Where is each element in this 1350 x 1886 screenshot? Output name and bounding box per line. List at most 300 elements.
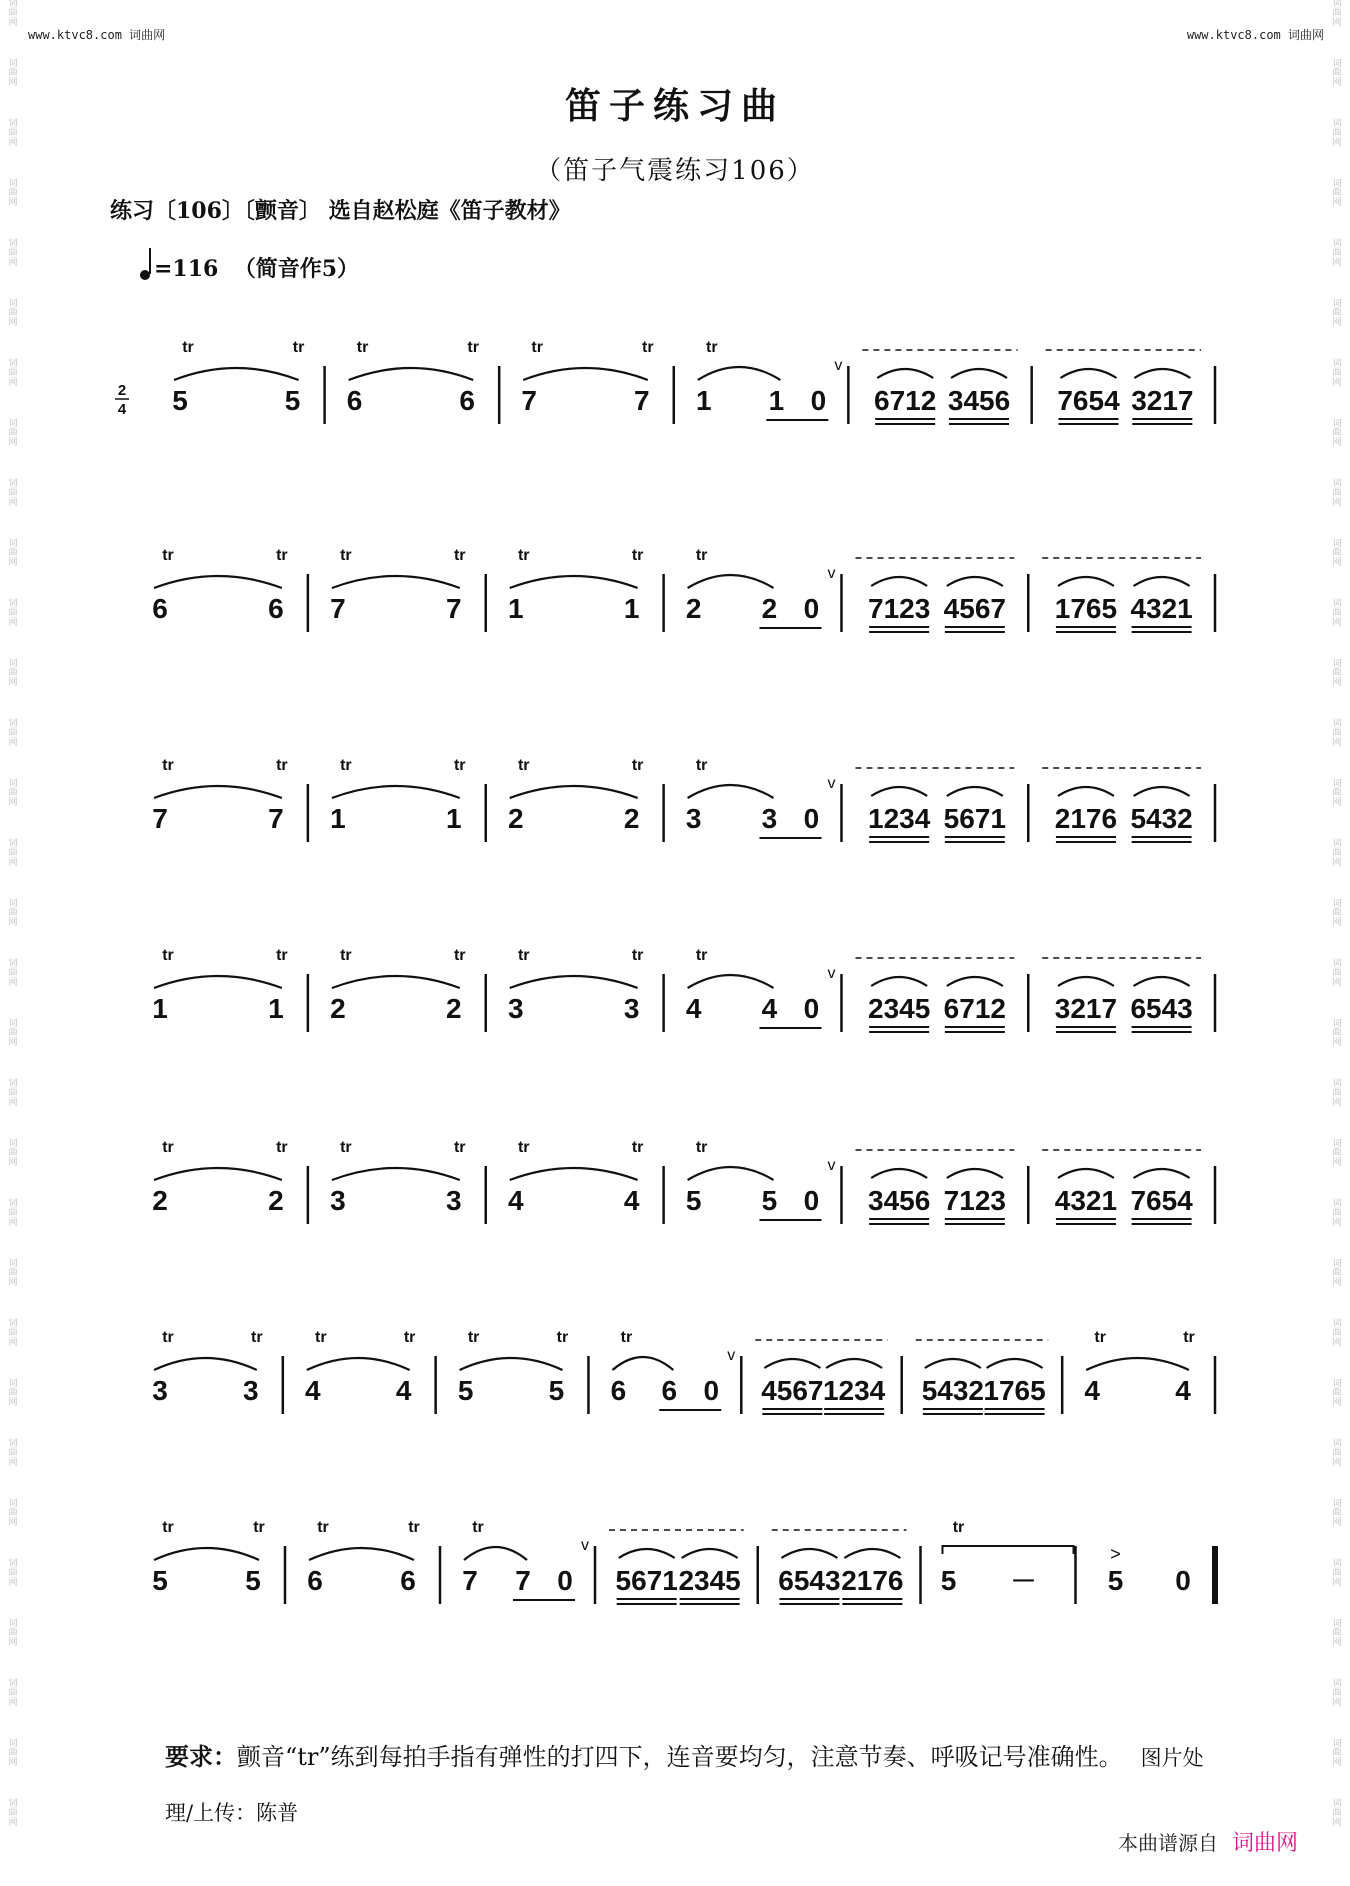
tie-arc: [510, 1168, 638, 1180]
watermark-glyph: 网: [1332, 1457, 1342, 1468]
trill-mark: tr: [162, 1329, 174, 1346]
sixteenth-group: 3217: [1131, 385, 1194, 416]
watermark-glyph: 词: [8, 1499, 18, 1509]
watermark-glyph: 网: [8, 737, 18, 748]
tie-arc: [1086, 1358, 1189, 1370]
watermark-glyph: 网: [1332, 77, 1342, 88]
trill-mark: tr: [162, 947, 174, 964]
watermark-glyph: 曲: [8, 1748, 18, 1759]
note-digit: 5: [1107, 1565, 1124, 1596]
sixteenth-group: 4321: [1130, 593, 1193, 624]
watermark-glyph: 词: [8, 779, 18, 789]
trill-mark: tr: [695, 757, 708, 774]
watermark-glyph: 网: [1332, 17, 1342, 28]
watermark-glyph: 词: [1332, 1559, 1342, 1569]
note-digit: 7: [515, 1565, 531, 1596]
note-digit: 6: [459, 385, 475, 416]
watermark-glyph: 词: [1332, 899, 1342, 909]
note-digit: 2: [268, 1185, 284, 1216]
sixteenth-group: 3217: [1054, 993, 1118, 1024]
trill-mark: tr: [276, 947, 288, 964]
slur-arc: [1061, 369, 1117, 378]
trill-mark: tr: [403, 1329, 416, 1346]
watermark-glyph: 曲: [1332, 1448, 1342, 1459]
slur-arc: [1058, 577, 1114, 586]
watermark-glyph: 词: [8, 959, 18, 969]
tie-arc: [460, 1358, 563, 1370]
watermark-glyph: 网: [1332, 1037, 1342, 1048]
note-digit: 2: [623, 803, 640, 834]
note-digit: 3: [685, 803, 702, 834]
watermark-glyph: 网: [1332, 1097, 1342, 1108]
note-digit: 4: [1084, 1375, 1100, 1406]
watermark-glyph: 词: [8, 479, 18, 489]
tie-arc: [332, 1168, 460, 1180]
sixteenth-group: 7123: [943, 1185, 1006, 1216]
watermark-glyph: 曲: [8, 848, 18, 859]
slur-arc: [781, 1549, 837, 1558]
bracket-line: [943, 1546, 1074, 1554]
time-signature-bottom: 4: [117, 401, 127, 418]
watermark-glyph: 网: [1332, 977, 1342, 988]
trill-mark: tr: [620, 1329, 633, 1346]
tie-arc: [154, 1548, 259, 1560]
header-url-right[interactable]: www.ktvc8.com 词曲网: [1186, 28, 1324, 42]
watermark-glyph: 曲: [1332, 1748, 1342, 1759]
breath-mark: v: [827, 965, 836, 982]
slur-arc: [619, 1549, 675, 1558]
tie-arc: [688, 575, 774, 588]
slur-arc: [844, 1549, 900, 1558]
watermark-glyph: 网: [8, 797, 18, 808]
watermark-glyph: 词: [1332, 0, 1342, 9]
sixteenth-group: 7123: [868, 593, 931, 624]
watermark-glyph: 曲: [1332, 1028, 1342, 1039]
watermark-glyph: 曲: [8, 1448, 18, 1459]
tempo-value: =116: [154, 256, 219, 282]
note-digit: 1: [330, 803, 346, 834]
slur-arc: [1134, 977, 1190, 986]
watermark-glyph: 网: [1332, 797, 1342, 808]
watermark-glyph: 网: [1332, 497, 1342, 508]
sixteenth-group: 1765: [983, 1375, 1046, 1406]
note-digit: 6: [661, 1375, 678, 1406]
note-digit: 3: [243, 1375, 259, 1406]
trill-mark: tr: [253, 1519, 265, 1536]
trill-mark: tr: [340, 547, 352, 564]
tie-arc: [332, 976, 460, 988]
watermark-glyph: 词: [8, 1559, 18, 1569]
note-digit: 1: [445, 803, 462, 834]
watermark-glyph: 词: [1332, 779, 1342, 789]
watermark-glyph: 网: [8, 857, 18, 868]
watermark-glyph: 词: [8, 119, 18, 129]
watermark-glyph: 曲: [1332, 128, 1342, 139]
watermark-glyph: 曲: [8, 428, 18, 439]
tempo-note: （简音作5）: [233, 256, 359, 282]
requirement-note: [165, 1730, 1225, 1840]
watermark-glyph: 网: [1332, 1217, 1342, 1228]
watermark-glyph: 网: [8, 1637, 18, 1648]
tie-arc: [154, 1168, 282, 1180]
slur-arc: [947, 1169, 1003, 1178]
watermark-glyph: 网: [1332, 197, 1342, 208]
watermark-glyph: 网: [8, 1277, 18, 1288]
watermark-glyph: 词: [8, 1379, 18, 1389]
watermark-glyph: 曲: [8, 1268, 18, 1279]
watermark-glyph: 词: [1332, 1079, 1342, 1089]
watermark-glyph: 网: [1332, 1157, 1342, 1168]
watermark-glyph: 曲: [8, 1328, 18, 1339]
note-digit: 5: [284, 385, 301, 416]
watermark-glyph: 词: [8, 1799, 18, 1809]
watermark-glyph: 曲: [1332, 488, 1342, 499]
watermark-glyph: 网: [1332, 1697, 1342, 1708]
watermark-glyph: 词: [8, 0, 18, 9]
source-label: 本曲谱源自: [1117, 1831, 1218, 1855]
watermark-glyph: 网: [8, 1697, 18, 1708]
breath-mark: v: [727, 1347, 736, 1364]
watermark-glyph: 词: [8, 839, 18, 849]
trill-mark: tr: [340, 947, 352, 964]
watermark-glyph: 网: [8, 17, 18, 28]
trill-mark: tr: [276, 547, 288, 564]
watermark-glyph: 网: [8, 677, 18, 688]
sixteenth-group: 5671: [943, 803, 1006, 834]
slur-arc: [871, 787, 927, 796]
watermark-glyph: 曲: [8, 1688, 18, 1699]
note-digit: 1: [623, 593, 640, 624]
sixteenth-group: 4567: [761, 1375, 824, 1406]
note-digit: 4: [507, 1185, 524, 1216]
note-digit: 2: [152, 1185, 168, 1216]
note-digit: 3: [445, 1185, 462, 1216]
watermark-glyph: 曲: [1332, 1208, 1342, 1219]
watermark-glyph: 词: [8, 599, 18, 609]
watermark-glyph: 曲: [8, 1388, 18, 1399]
watermark-glyph: 网: [1332, 917, 1342, 928]
note-digit: 3: [623, 993, 640, 1024]
watermark-glyph: 词: [1332, 1379, 1342, 1389]
watermark-glyph: 词: [1332, 539, 1342, 549]
slur-arc: [1058, 977, 1114, 986]
watermark-glyph: 网: [8, 197, 18, 208]
sixteenth-group: 5432: [1130, 803, 1193, 834]
note-digit: 7: [268, 803, 284, 834]
tie-arc: [154, 1358, 257, 1370]
source-footer: [1118, 1826, 1298, 1857]
watermark-glyph: 网: [1332, 857, 1342, 868]
trill-mark: tr: [292, 339, 305, 356]
watermark-glyph: 网: [8, 1457, 18, 1468]
trill-mark: tr: [1094, 1329, 1106, 1346]
watermark-glyph: 曲: [8, 1028, 18, 1039]
sixteenth-group: 1234: [868, 803, 931, 834]
watermark-glyph: 词: [8, 539, 18, 549]
watermark-glyph: 网: [1332, 1637, 1342, 1648]
note-digit: 0: [803, 803, 820, 834]
watermark-glyph: 词: [8, 239, 18, 249]
watermark-glyph: 词: [8, 1079, 18, 1089]
note-digit: 7: [521, 385, 537, 416]
tie-arc: [307, 1358, 410, 1370]
trill-mark: tr: [162, 547, 174, 564]
note-digit: 6: [346, 385, 363, 416]
watermark-glyph: 词: [8, 1019, 18, 1029]
watermark-glyph: 词: [1332, 599, 1342, 609]
tie-arc: [688, 785, 774, 798]
trill-mark: tr: [695, 1139, 708, 1156]
watermark-glyph: 词: [1332, 1499, 1342, 1509]
note-digit: 2: [507, 803, 524, 834]
watermark-glyph: 词: [8, 359, 18, 369]
tie-arc: [510, 976, 638, 988]
watermark-glyph: 词: [1332, 299, 1342, 309]
header-url-left[interactable]: www.ktvc8.com 词曲网: [28, 28, 166, 42]
watermark-glyph: 曲: [1332, 1148, 1342, 1159]
slur-arc: [951, 369, 1007, 378]
watermark-glyph: 曲: [8, 68, 18, 79]
watermark-glyph: 网: [8, 1097, 18, 1108]
slur-arc: [1134, 1169, 1190, 1178]
breath-mark: v: [834, 357, 843, 374]
watermark-glyph: 曲: [8, 1148, 18, 1159]
note-digit: 0: [703, 1375, 720, 1406]
watermark-glyph: 曲: [8, 188, 18, 199]
watermark-glyph: 词: [1332, 1139, 1342, 1149]
slur-arc: [826, 1359, 882, 1368]
watermark-glyph: 曲: [1332, 1328, 1342, 1339]
sixteenth-group: 7654: [1057, 385, 1120, 416]
slur-arc: [925, 1359, 981, 1368]
watermark-glyph: 词: [1332, 1679, 1342, 1689]
watermark-glyph: 曲: [8, 548, 18, 559]
note-digit: 4: [395, 1375, 412, 1406]
sixteenth-group: 4321: [1054, 1185, 1118, 1216]
watermark-glyph: 曲: [1332, 188, 1342, 199]
trill-mark: tr: [276, 757, 288, 774]
slur-arc: [947, 577, 1003, 586]
watermark-glyph: 网: [8, 617, 18, 628]
watermark-glyph: 网: [1332, 677, 1342, 688]
watermark-glyph: 网: [8, 557, 18, 568]
watermark-glyph: 网: [1332, 1517, 1342, 1528]
watermark-glyph: 词: [1332, 1319, 1342, 1329]
watermark-glyph: 网: [8, 377, 18, 388]
note-digit: 4: [1175, 1375, 1191, 1406]
watermark-glyph: 曲: [1332, 968, 1342, 979]
watermark-glyph: 曲: [8, 248, 18, 259]
watermark-glyph: 曲: [8, 608, 18, 619]
watermark-glyph: 网: [1332, 1817, 1342, 1828]
trill-mark: tr: [556, 1329, 569, 1346]
tie-arc: [332, 786, 460, 798]
tie-arc: [698, 367, 781, 380]
note-digit: 0: [803, 1185, 820, 1216]
breath-mark: v: [827, 565, 836, 582]
note-digit: 5: [172, 385, 188, 416]
watermark-glyph: 曲: [1332, 1808, 1342, 1819]
watermark-glyph: 曲: [8, 728, 18, 739]
note-digit: 2: [685, 593, 702, 624]
watermark-glyph: 曲: [8, 1208, 18, 1219]
watermark-glyph: 曲: [1332, 1388, 1342, 1399]
watermark-glyph: 曲: [1332, 848, 1342, 859]
note-digit: 7: [445, 593, 462, 624]
watermark-glyph: 词: [1332, 659, 1342, 669]
trill-mark: tr: [631, 947, 644, 964]
note-digit: 5: [761, 1185, 778, 1216]
trill-mark: tr: [162, 1139, 174, 1156]
page-subtitle: （笛子气震练习106）: [535, 156, 815, 186]
watermark-glyph: 曲: [8, 668, 18, 679]
note-digit: 0: [803, 593, 820, 624]
slur-arc: [871, 1169, 927, 1178]
note-digit: 1: [268, 993, 284, 1024]
watermark-glyph: 曲: [1332, 1568, 1342, 1579]
watermark-glyph: 词: [8, 299, 18, 309]
note-digit: 6: [610, 1375, 627, 1406]
note-digit: 5: [245, 1565, 261, 1596]
watermark-glyph: 词: [8, 1739, 18, 1749]
watermark-glyph: 词: [1332, 419, 1342, 429]
tie-arc: [464, 1547, 527, 1560]
trill-mark: tr: [517, 947, 530, 964]
slur-arc: [947, 787, 1003, 796]
trill-mark: tr: [162, 1519, 174, 1536]
slur-arc: [1134, 787, 1190, 796]
watermark-glyph: 词: [1332, 1439, 1342, 1449]
watermark-glyph: 词: [8, 1319, 18, 1329]
watermark-glyph: 曲: [8, 1088, 18, 1099]
page-title: 笛子练习曲: [564, 85, 785, 127]
sixteenth-group: 2345: [868, 993, 931, 1024]
sixteenth-group: 6543: [778, 1565, 841, 1596]
watermark-glyph: 曲: [1332, 68, 1342, 79]
breath-mark: v: [827, 1157, 836, 1174]
watermark-glyph: 词: [1332, 839, 1342, 849]
watermark-glyph: 词: [8, 179, 18, 189]
source-brand[interactable]: 词曲网: [1231, 1831, 1298, 1856]
watermark-glyph: 词: [1332, 479, 1342, 489]
note-digit: 7: [152, 803, 168, 834]
trill-mark: tr: [182, 339, 194, 356]
watermark-glyph: 词: [1332, 959, 1342, 969]
note-digit: 3: [507, 993, 524, 1024]
trill-mark: tr: [641, 339, 654, 356]
trill-mark: tr: [517, 1139, 530, 1156]
watermark-glyph: 词: [1332, 119, 1342, 129]
trill-mark: tr: [517, 547, 530, 564]
watermark-glyph: 网: [8, 1757, 18, 1768]
note-digit: 5: [940, 1565, 957, 1596]
tie-arc: [523, 368, 648, 380]
sixteenth-group: 6712: [874, 385, 937, 416]
note-digit: 1: [768, 385, 785, 416]
note-digit: 3: [152, 1375, 168, 1406]
breath-mark: v: [827, 775, 836, 792]
watermark-glyph: 网: [8, 1577, 18, 1588]
watermark-glyph: 网: [1332, 1277, 1342, 1288]
watermark-glyph: 词: [1332, 179, 1342, 189]
trill-mark: tr: [467, 1329, 480, 1346]
trill-mark: tr: [952, 1519, 965, 1536]
sixteenth-group: 2345: [678, 1565, 741, 1596]
requirement-label: 要求：: [165, 1742, 237, 1771]
watermark-glyph: 曲: [8, 968, 18, 979]
tie-arc: [510, 576, 638, 588]
note-digit: 5: [457, 1375, 474, 1406]
sixteenth-group: 3456: [868, 1185, 931, 1216]
trill-mark: tr: [453, 547, 466, 564]
watermark-glyph: 网: [8, 317, 18, 328]
trill-mark: tr: [453, 757, 466, 774]
watermark-glyph: 网: [8, 1517, 18, 1528]
trill-mark: tr: [276, 1139, 288, 1156]
watermark-glyph: 曲: [1332, 668, 1342, 679]
watermark-glyph: 曲: [1332, 368, 1342, 379]
trill-mark: tr: [162, 757, 174, 774]
slur-arc: [871, 577, 927, 586]
watermark-glyph: 词: [1332, 1259, 1342, 1269]
watermark-glyph: 词: [8, 1139, 18, 1149]
tie-arc: [349, 368, 474, 380]
slur-arc: [1134, 369, 1190, 378]
trill-mark: tr: [467, 339, 479, 356]
tie-arc: [688, 1167, 774, 1180]
trill-mark: tr: [315, 1329, 327, 1346]
watermark-glyph: 曲: [1332, 1088, 1342, 1099]
note-digit: 1: [152, 993, 168, 1024]
note-digit: 0: [1175, 1565, 1191, 1596]
watermark-glyph: 曲: [1332, 1508, 1342, 1519]
watermark-glyph: 曲: [1332, 908, 1342, 919]
note-digit: 0: [557, 1565, 573, 1596]
watermark-glyph: 词: [1332, 1799, 1342, 1809]
watermark-glyph: 曲: [8, 1808, 18, 1819]
watermark-glyph: 网: [8, 1217, 18, 1228]
watermark-glyph: 曲: [1332, 8, 1342, 19]
note-digit: 2: [330, 993, 346, 1024]
watermark-glyph: 曲: [8, 1568, 18, 1579]
sixteenth-group: 2176: [841, 1565, 904, 1596]
trill-mark: tr: [705, 339, 718, 356]
watermark-glyph: 网: [1332, 437, 1342, 448]
tie-arc: [154, 576, 282, 588]
watermark-glyph: 网: [8, 917, 18, 928]
watermark-glyph: 曲: [1332, 608, 1342, 619]
trill-mark: tr: [408, 1519, 420, 1536]
slur-arc: [1058, 787, 1114, 796]
watermark-glyph: 曲: [8, 1628, 18, 1639]
watermark-glyph: 网: [1332, 377, 1342, 388]
watermark-glyph: 词: [1332, 1019, 1342, 1029]
note-digit: 0: [803, 993, 820, 1024]
watermark-glyph: 网: [8, 437, 18, 448]
sixteenth-group: 5671: [615, 1565, 678, 1596]
slur-arc: [947, 977, 1003, 986]
trill-mark: tr: [517, 757, 530, 774]
watermark-glyph: 词: [8, 1199, 18, 1209]
sixteenth-group: 3456: [947, 385, 1011, 416]
requirement-text: 颤音“tr”练到每拍手指有弹性的打四下，连音要均匀，注意节奏、呼吸记号准确性。: [237, 1743, 1123, 1771]
watermark-glyph: 词: [8, 899, 18, 909]
watermark-glyph: 网: [1332, 1577, 1342, 1588]
note-digit: 6: [152, 593, 168, 624]
note-digit: 0: [810, 385, 827, 416]
slur-arc: [1134, 577, 1190, 586]
tie-arc: [154, 786, 282, 798]
